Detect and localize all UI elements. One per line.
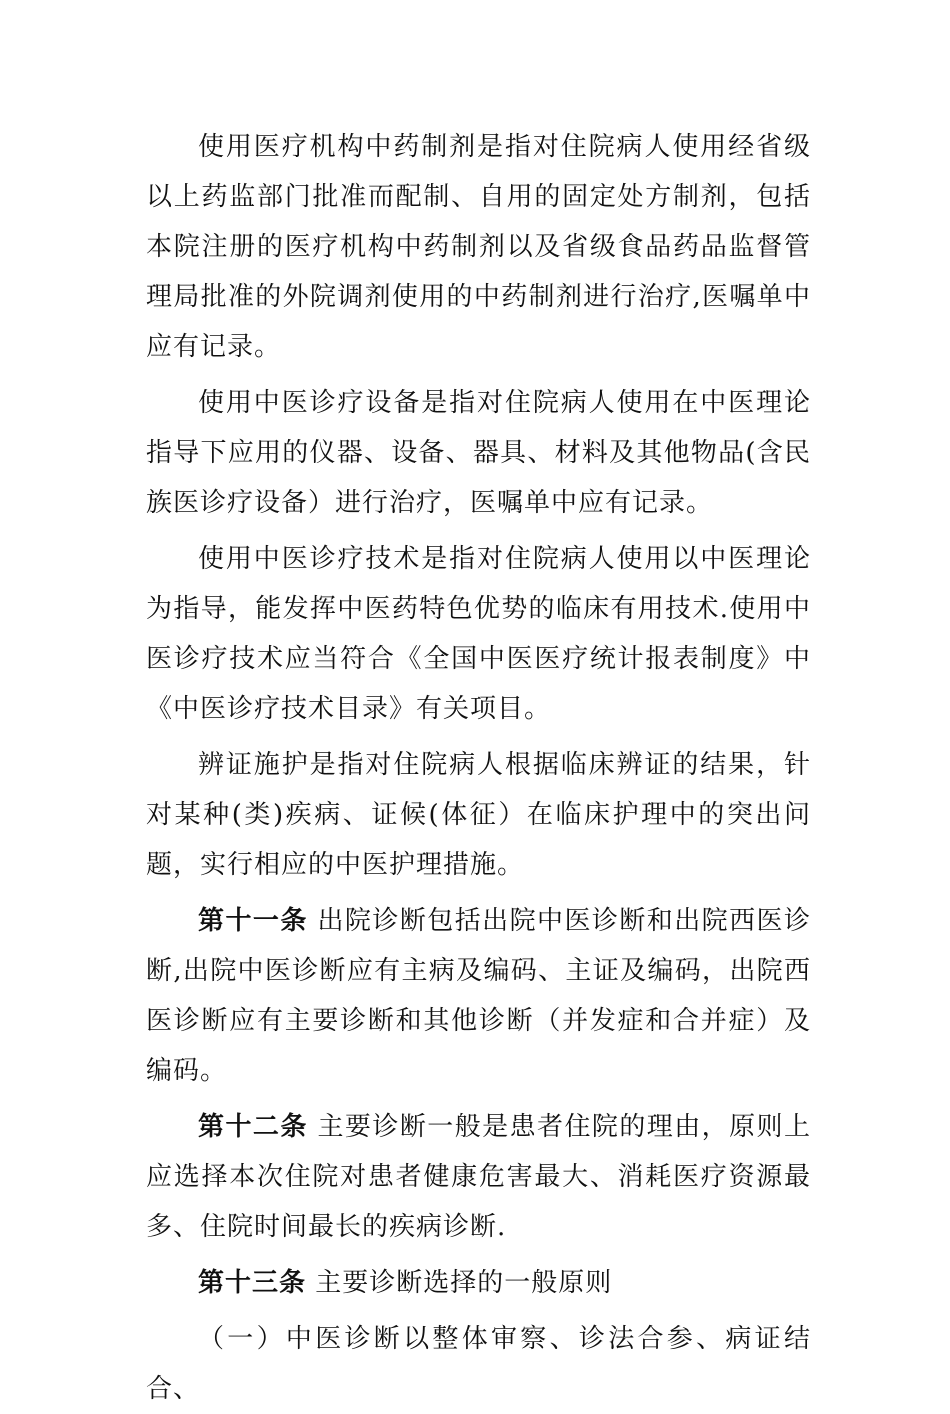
paragraph-3 (146, 534, 811, 734)
article-12-paragraph (146, 1102, 811, 1252)
paragraph-8-text: （一）中医诊断以整体审察、诊法合参、病证结合、 (146, 1324, 811, 1404)
article-11-paragraph (146, 896, 811, 1096)
paragraph-8 (146, 1314, 811, 1414)
paragraph-4-text: 辨证施护是指对住院病人根据临床辨证的结果，针对某种(类)疾病、证候(体征）在临床护理中的突出问题，实行相应的中医护理措施。 (146, 750, 811, 880)
paragraph-3-text: 使用中医诊疗技术是指对住院病人使用以中医理论为指导，能发挥中医药特色优势的临床有用技术.使用中医诊疗技术应当符合《全国中医医疗统计报表制度》中《中医诊疗技术目录》有关项目。 (146, 544, 811, 724)
document-body (146, 122, 811, 1414)
article-13-paragraph (146, 1258, 811, 1308)
paragraph-2-text: 使用中医诊疗设备是指对住院病人使用在中医理论指导下应用的仪器、设备、器具、材料及其他物品(含民族医诊疗设备）进行治疗，医嘱单中应有记录。 (146, 388, 811, 518)
article-12-text: 主要诊断一般是患者住院的理由，原则上应选择本次住院对患者健康危害最大、消耗医疗资源最多、住院时间最长的疾病诊断. (146, 1112, 811, 1242)
article-11-heading: 第十一条 (198, 906, 308, 936)
article-11-text: 出院诊断包括出院中医诊断和出院西医诊断,出院中医诊断应有主病及编码、主证及编码，出院西医诊断应有主要诊断和其他诊断（并发症和合并症）及编码。 (146, 906, 811, 1086)
article-13-text: 主要诊断选择的一般原则 (306, 1268, 613, 1298)
paragraph-4 (146, 740, 811, 890)
paragraph-1 (146, 122, 811, 372)
paragraph-1-text: 使用医疗机构中药制剂是指对住院病人使用经省级以上药监部门批准而配制、自用的固定处方制剂，包括本院注册的医疗机构中药制剂以及省级食品药品监督管理局批准的外院调剂使用的中药制剂进行治疗,医嘱单中应有记录。 (146, 132, 811, 362)
article-13-heading: 第十三条 (198, 1268, 307, 1298)
paragraph-2 (146, 378, 811, 528)
article-12-heading: 第十二条 (198, 1112, 308, 1142)
